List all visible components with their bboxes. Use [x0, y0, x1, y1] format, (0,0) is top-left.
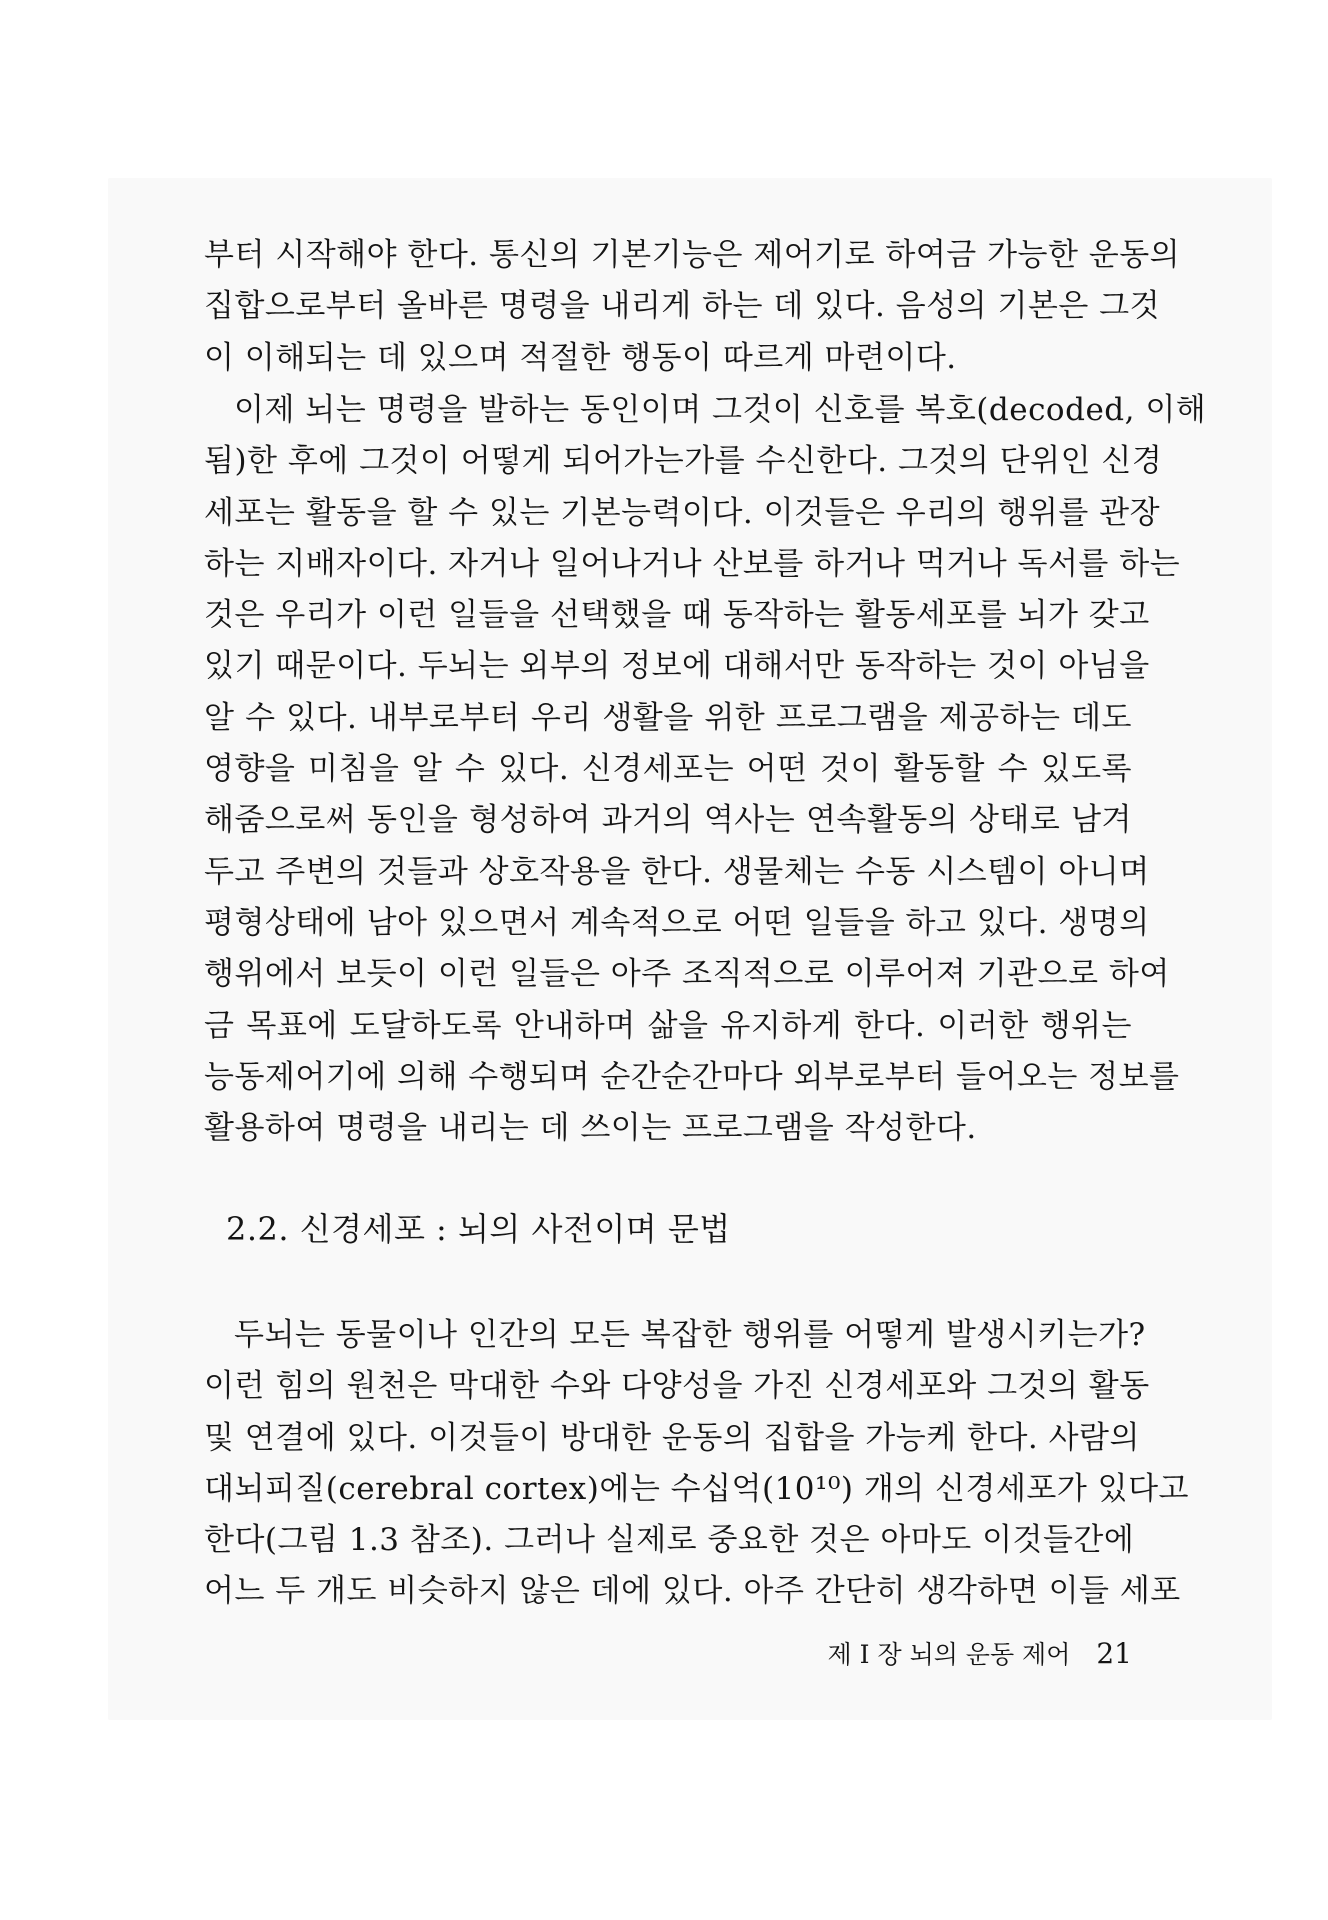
text-line: 행위에서 보듯이 이런 일들은 아주 조직적으로 이루어져 기관으로 하여 — [204, 956, 1170, 993]
text-line: 활용하여 명령을 내리는 데 쓰이는 프로그램을 작성한다. — [204, 1110, 977, 1147]
text-line: 이제 뇌는 명령을 발하는 동인이며 그것이 신호를 복호(decoded, 이해 — [234, 392, 1207, 428]
text-line: 이 이해되는 데 있으며 적절한 행동이 따르게 마련이다. — [204, 339, 957, 376]
text-line: 대뇌피질(cerebral cortex)에는 수십억(10¹⁰) 개의 신경세포가 있다고 — [204, 1470, 1189, 1507]
text-line: 평형상태에 남아 있으면서 계속적으로 어떤 일들을 하고 있다. 생명의 — [204, 904, 1150, 941]
text-line: 한다(그림 1.3 참조). 그러나 실제로 중요한 것은 아마도 이것들간에 — [204, 1522, 1135, 1559]
text-line: 부터 시작해야 한다. 통신의 기본기능은 제어기로 하여금 가능한 운동의 — [204, 237, 1181, 273]
text-line: 집합으로부터 올바른 명령을 내리게 하는 데 있다. 음성의 기본은 그것 — [204, 288, 1161, 325]
text-line: 있기 때문이다. 두뇌는 외부의 정보에 대해서만 동작하는 것이 아님을 — [204, 648, 1150, 685]
text-line: 영향을 미침을 알 수 있다. 신경세포는 어떤 것이 활동할 수 있도록 — [204, 751, 1132, 788]
running-footer — [770, 1630, 1132, 1676]
chapter-title: 제 I 장 뇌의 운동 제어 — [827, 1640, 1071, 1669]
text-line: 것은 우리가 이런 일들을 선택했을 때 동작하는 활동세포를 뇌가 갖고 — [204, 597, 1150, 634]
text-line: 해줌으로써 동인을 형성하여 과거의 역사는 연속활동의 상태로 남겨 — [204, 802, 1132, 839]
text-line: 두뇌는 동물이나 인간의 모든 복잡한 행위를 어떻게 발생시키는가? — [234, 1317, 1146, 1353]
text-line: 능동제어기에 의해 수행되며 순간순간마다 외부로부터 들어오는 정보를 — [204, 1058, 1180, 1095]
text-line: 세포는 활동을 할 수 있는 기본능력이다. 이것들은 우리의 행위를 관장 — [204, 494, 1161, 531]
text-line: 및 연결에 있다. 이것들이 방대한 운동의 집합을 가능케 한다. 사람의 — [204, 1419, 1140, 1456]
text-line: 두고 주변의 것들과 상호작용을 한다. 생물체는 수동 시스템이 아니며 — [204, 853, 1150, 890]
section-heading: 2.2. 신경세포 : 뇌의 사전이며 문법 — [226, 1210, 731, 1248]
text-line: 어느 두 개도 비슷하지 않은 데에 있다. 아주 간단히 생각하면 이들 세포 — [204, 1573, 1181, 1610]
text-line: 금 목표에 도달하도록 안내하며 삶을 유지하게 한다. 이러한 행위는 — [204, 1007, 1132, 1044]
page-number: 21 — [1096, 1636, 1132, 1670]
text-line: 하는 지배자이다. 자거나 일어나거나 산보를 하거나 먹거나 독서를 하는 — [204, 545, 1181, 582]
paragraph-1 — [204, 230, 1181, 384]
text-line: 알 수 있다. 내부로부터 우리 생활을 위한 프로그램을 제공하는 데도 — [204, 699, 1132, 736]
paragraph-2 — [204, 385, 1207, 1154]
text-line: 이런 힘의 원천은 막대한 수와 다양성을 가진 신경세포와 그것의 활동 — [204, 1368, 1150, 1405]
paragraph-3 — [204, 1310, 1189, 1618]
text-line: 됨)한 후에 그것이 어떻게 되어가는가를 수신한다. 그것의 단위인 신경 — [204, 443, 1163, 480]
